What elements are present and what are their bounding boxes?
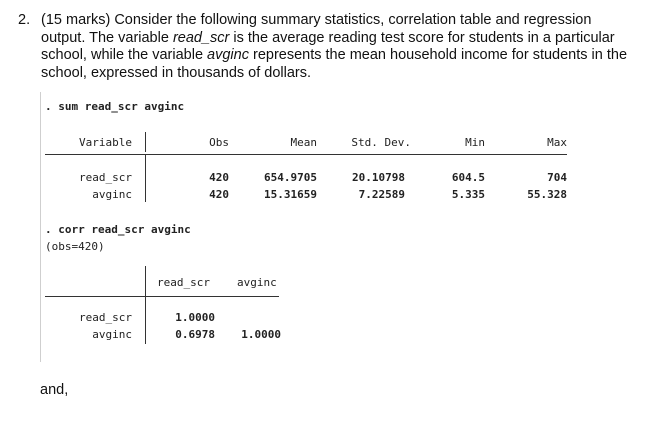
- stata-output: [40, 92, 581, 362]
- middle-text: is the average reading test score for students in a particular school, while the variable: [41, 29, 615, 63]
- sum-row-max: 704: [547, 171, 567, 184]
- corr-header-rule: [45, 296, 279, 297]
- corr-hdr-avginc: avginc: [237, 276, 277, 289]
- hdr-obs: Obs: [209, 136, 229, 149]
- corr-cell: 1.0000: [175, 311, 215, 324]
- sum-header-rule: [45, 154, 567, 155]
- sum-row-label: read_scr: [79, 171, 132, 184]
- hdr-max: Max: [547, 136, 567, 149]
- corr-obs: (obs=420): [45, 240, 105, 253]
- sum-row-min: 5.335: [451, 188, 485, 201]
- sum-row-obs: 420: [209, 188, 229, 201]
- sum-row-mean: 654.9705: [264, 171, 317, 184]
- sum-row-sd: 7.22589: [358, 188, 405, 201]
- sum-row-mean: 15.31659: [264, 188, 317, 201]
- hdr-mean: Mean: [290, 136, 317, 149]
- var-read-scr: read_scr: [172, 29, 230, 46]
- corr-cell: 0.6978: [175, 328, 215, 341]
- corr-row-label: read_scr: [79, 311, 132, 324]
- corr-hdr-read-scr: read_scr: [157, 276, 210, 289]
- sum-header-divider: [145, 132, 146, 152]
- sum-row-obs: 420: [209, 171, 229, 184]
- corr-row-label: avginc: [92, 328, 132, 341]
- footer-text: and,: [40, 382, 69, 398]
- var-avginc: avginc: [207, 47, 249, 63]
- corr-cell: 1.0000: [241, 328, 281, 341]
- corr-header-divider: [145, 266, 146, 296]
- hdr-min: Min: [465, 136, 485, 149]
- question-number: 2.: [18, 12, 31, 28]
- intro-text: Consider the following summary statistics, correlation table and regression output. The variable: [41, 12, 592, 46]
- sum-row-sd: 20.10798: [352, 171, 405, 184]
- sum-body-divider: [145, 154, 146, 202]
- hdr-variable: Variable: [79, 136, 132, 149]
- corr-body-divider: [145, 296, 146, 344]
- sum-row-label: avginc: [92, 188, 132, 201]
- sum-row-max: 55.328: [527, 188, 567, 201]
- sum-row-min: 604.5: [451, 171, 485, 184]
- corr-command: . corr read_scr avginc: [45, 223, 191, 236]
- end-text: represents the mean household income for students in the school, expressed in thousands of dollars.: [41, 47, 628, 81]
- marks: (15 marks): [41, 12, 111, 28]
- question-text: [41, 12, 631, 82]
- hdr-sd: Std. Dev.: [351, 136, 411, 149]
- sum-command: . sum read_scr avginc: [45, 100, 185, 113]
